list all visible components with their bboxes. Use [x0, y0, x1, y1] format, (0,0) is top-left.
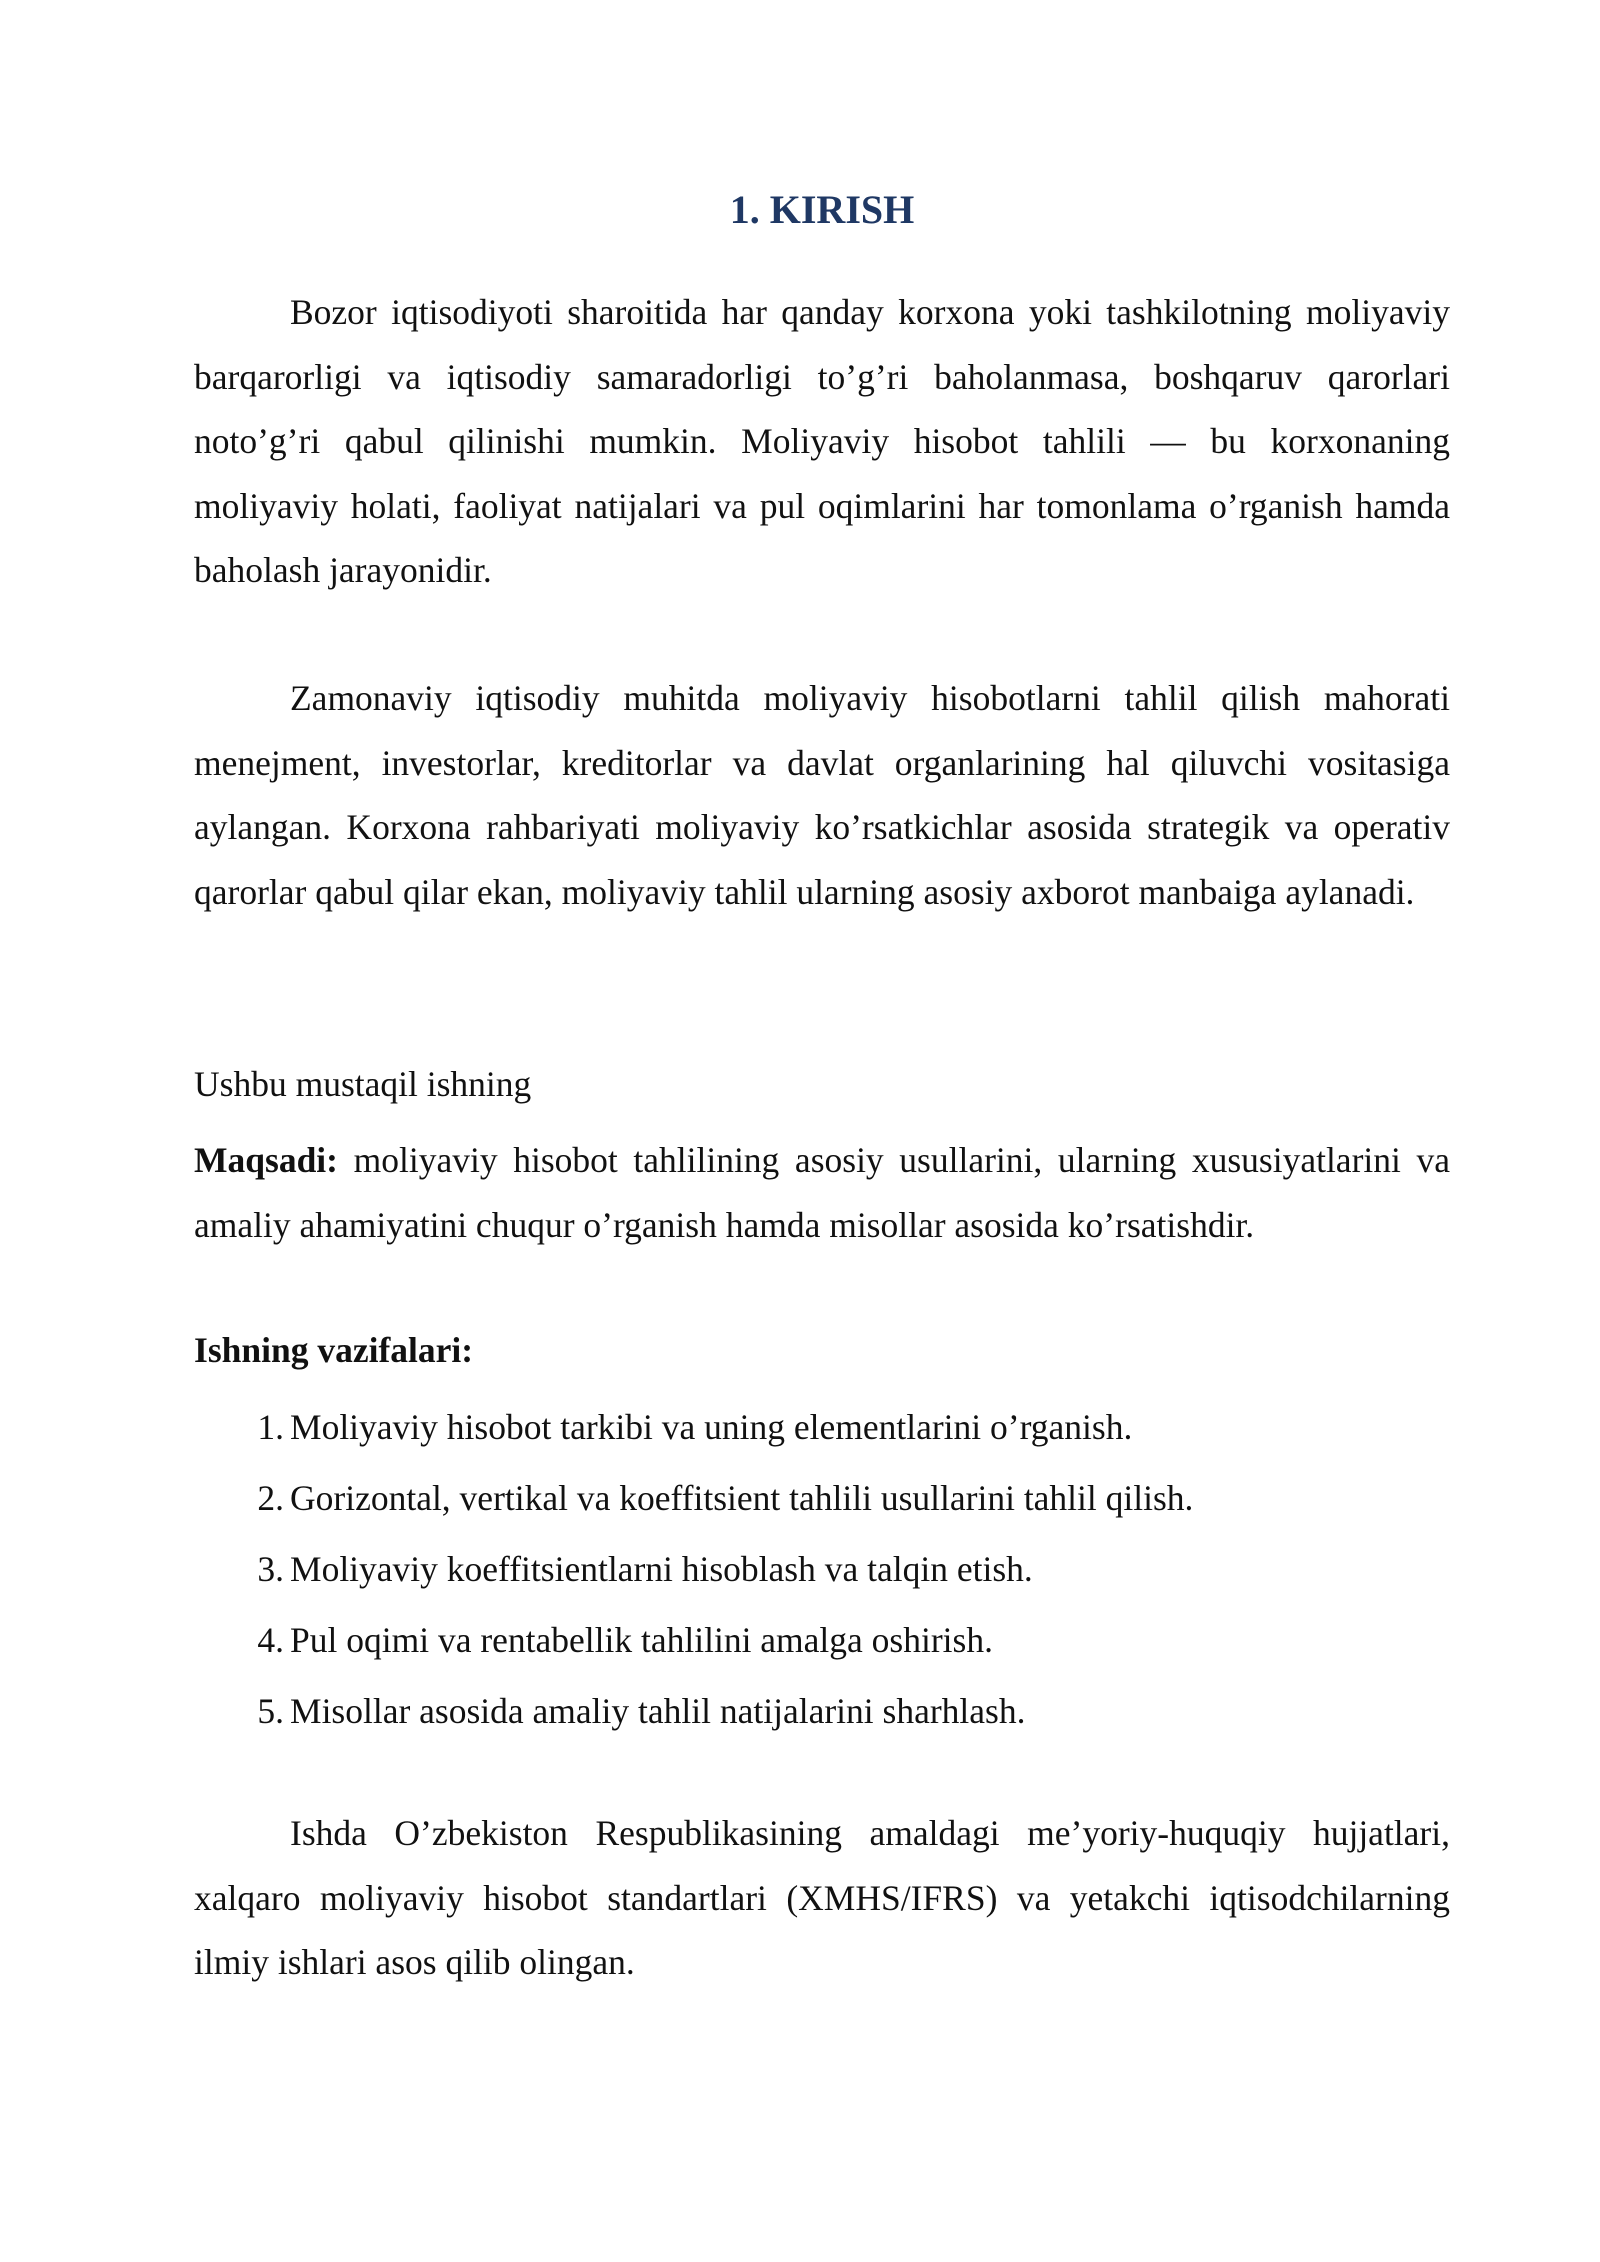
list-item-text: Misollar asosida amaliy tahlil natijalarini sharhlash.: [290, 1691, 1026, 1731]
closing-paragraph: Ishda O’zbekiston Respublikasining amaldagi me’yoriy-huquqiy hujjatlari, xalqaro moliyaviy hisobot standartlari (XMHS/IFRS) va yetakchi iqtisodchilarning ilmiy ishlari asos qilib olingan.: [194, 1813, 1450, 1982]
list-item-number: 3.: [257, 1549, 284, 1589]
goal-label: Maqsadi:: [194, 1140, 338, 1180]
list-item: [194, 1537, 1450, 1608]
list-item: [194, 1395, 1450, 1466]
list-item: [194, 1608, 1450, 1679]
list-item-text: Moliyaviy koeffitsientlarni hisoblash va talqin etish.: [290, 1549, 1033, 1589]
list-item-number: 1.: [257, 1407, 284, 1447]
tasks-heading: [194, 1318, 1450, 1383]
list-item-number: 5.: [257, 1691, 284, 1731]
modern-context-paragraph: Zamonaviy iqtisodiy muhitda moliyaviy hisobotlarni tahlil qilish mahorati menejment, investorlar, kreditorlar va davlat organlarining hal qiluvchi vositasiga aylangan. Korxona rahbariyati moliyaviy ko’rsatkichlar asosida strategik va operativ qarorlar qabul qilar ekan, moliyaviy tahlil ularning asosiy axborot manbaiga aylanadi.: [194, 678, 1450, 912]
tasks-label: Ishning vazifalari:: [194, 1330, 474, 1370]
goal-text: moliyaviy hisobot tahlilining asosiy usullarini, ularning xususiyatlarini va amaliy ahamiyatini chuqur o’rganish hamda misollar asosida ko’rsatishdir.: [194, 1140, 1450, 1245]
goal-paragraph: [194, 1128, 1450, 1257]
intro-paragraph: Bozor iqtisodiyoti sharoitida har qanday korxona yoki tashkilotning moliyaviy barqarorligi va iqtisodiy samaradorligi to’g’ri baholanmasa, boshqaruv qarorlari noto’g’ri qabul qilinishi mumkin. Moliyaviy hisobot tahlili — bu korxonaning moliyaviy holati, faoliyat natijalari va pul oqimlarini har tomonlama o’rganish hamda baholash jarayonidir.: [194, 292, 1450, 590]
list-item: [194, 1679, 1450, 1750]
work-intro-line: Ushbu mustaqil ishning: [194, 1064, 532, 1104]
list-item: [194, 1466, 1450, 1537]
section-heading: 1. KIRISH: [729, 187, 915, 232]
list-item-text: Gorizontal, vertikal va koeffitsient tahlili usullarini tahlil qilish.: [290, 1478, 1194, 1518]
list-item-number: 4.: [257, 1620, 284, 1660]
list-item-text: Moliyaviy hisobot tarkibi va uning elementlarini o’rganish.: [290, 1407, 1133, 1447]
list-item-text: Pul oqimi va rentabellik tahlilini amalga oshirish.: [290, 1620, 993, 1660]
list-item-number: 2.: [257, 1478, 284, 1518]
tasks-list: [194, 1395, 1450, 1750]
